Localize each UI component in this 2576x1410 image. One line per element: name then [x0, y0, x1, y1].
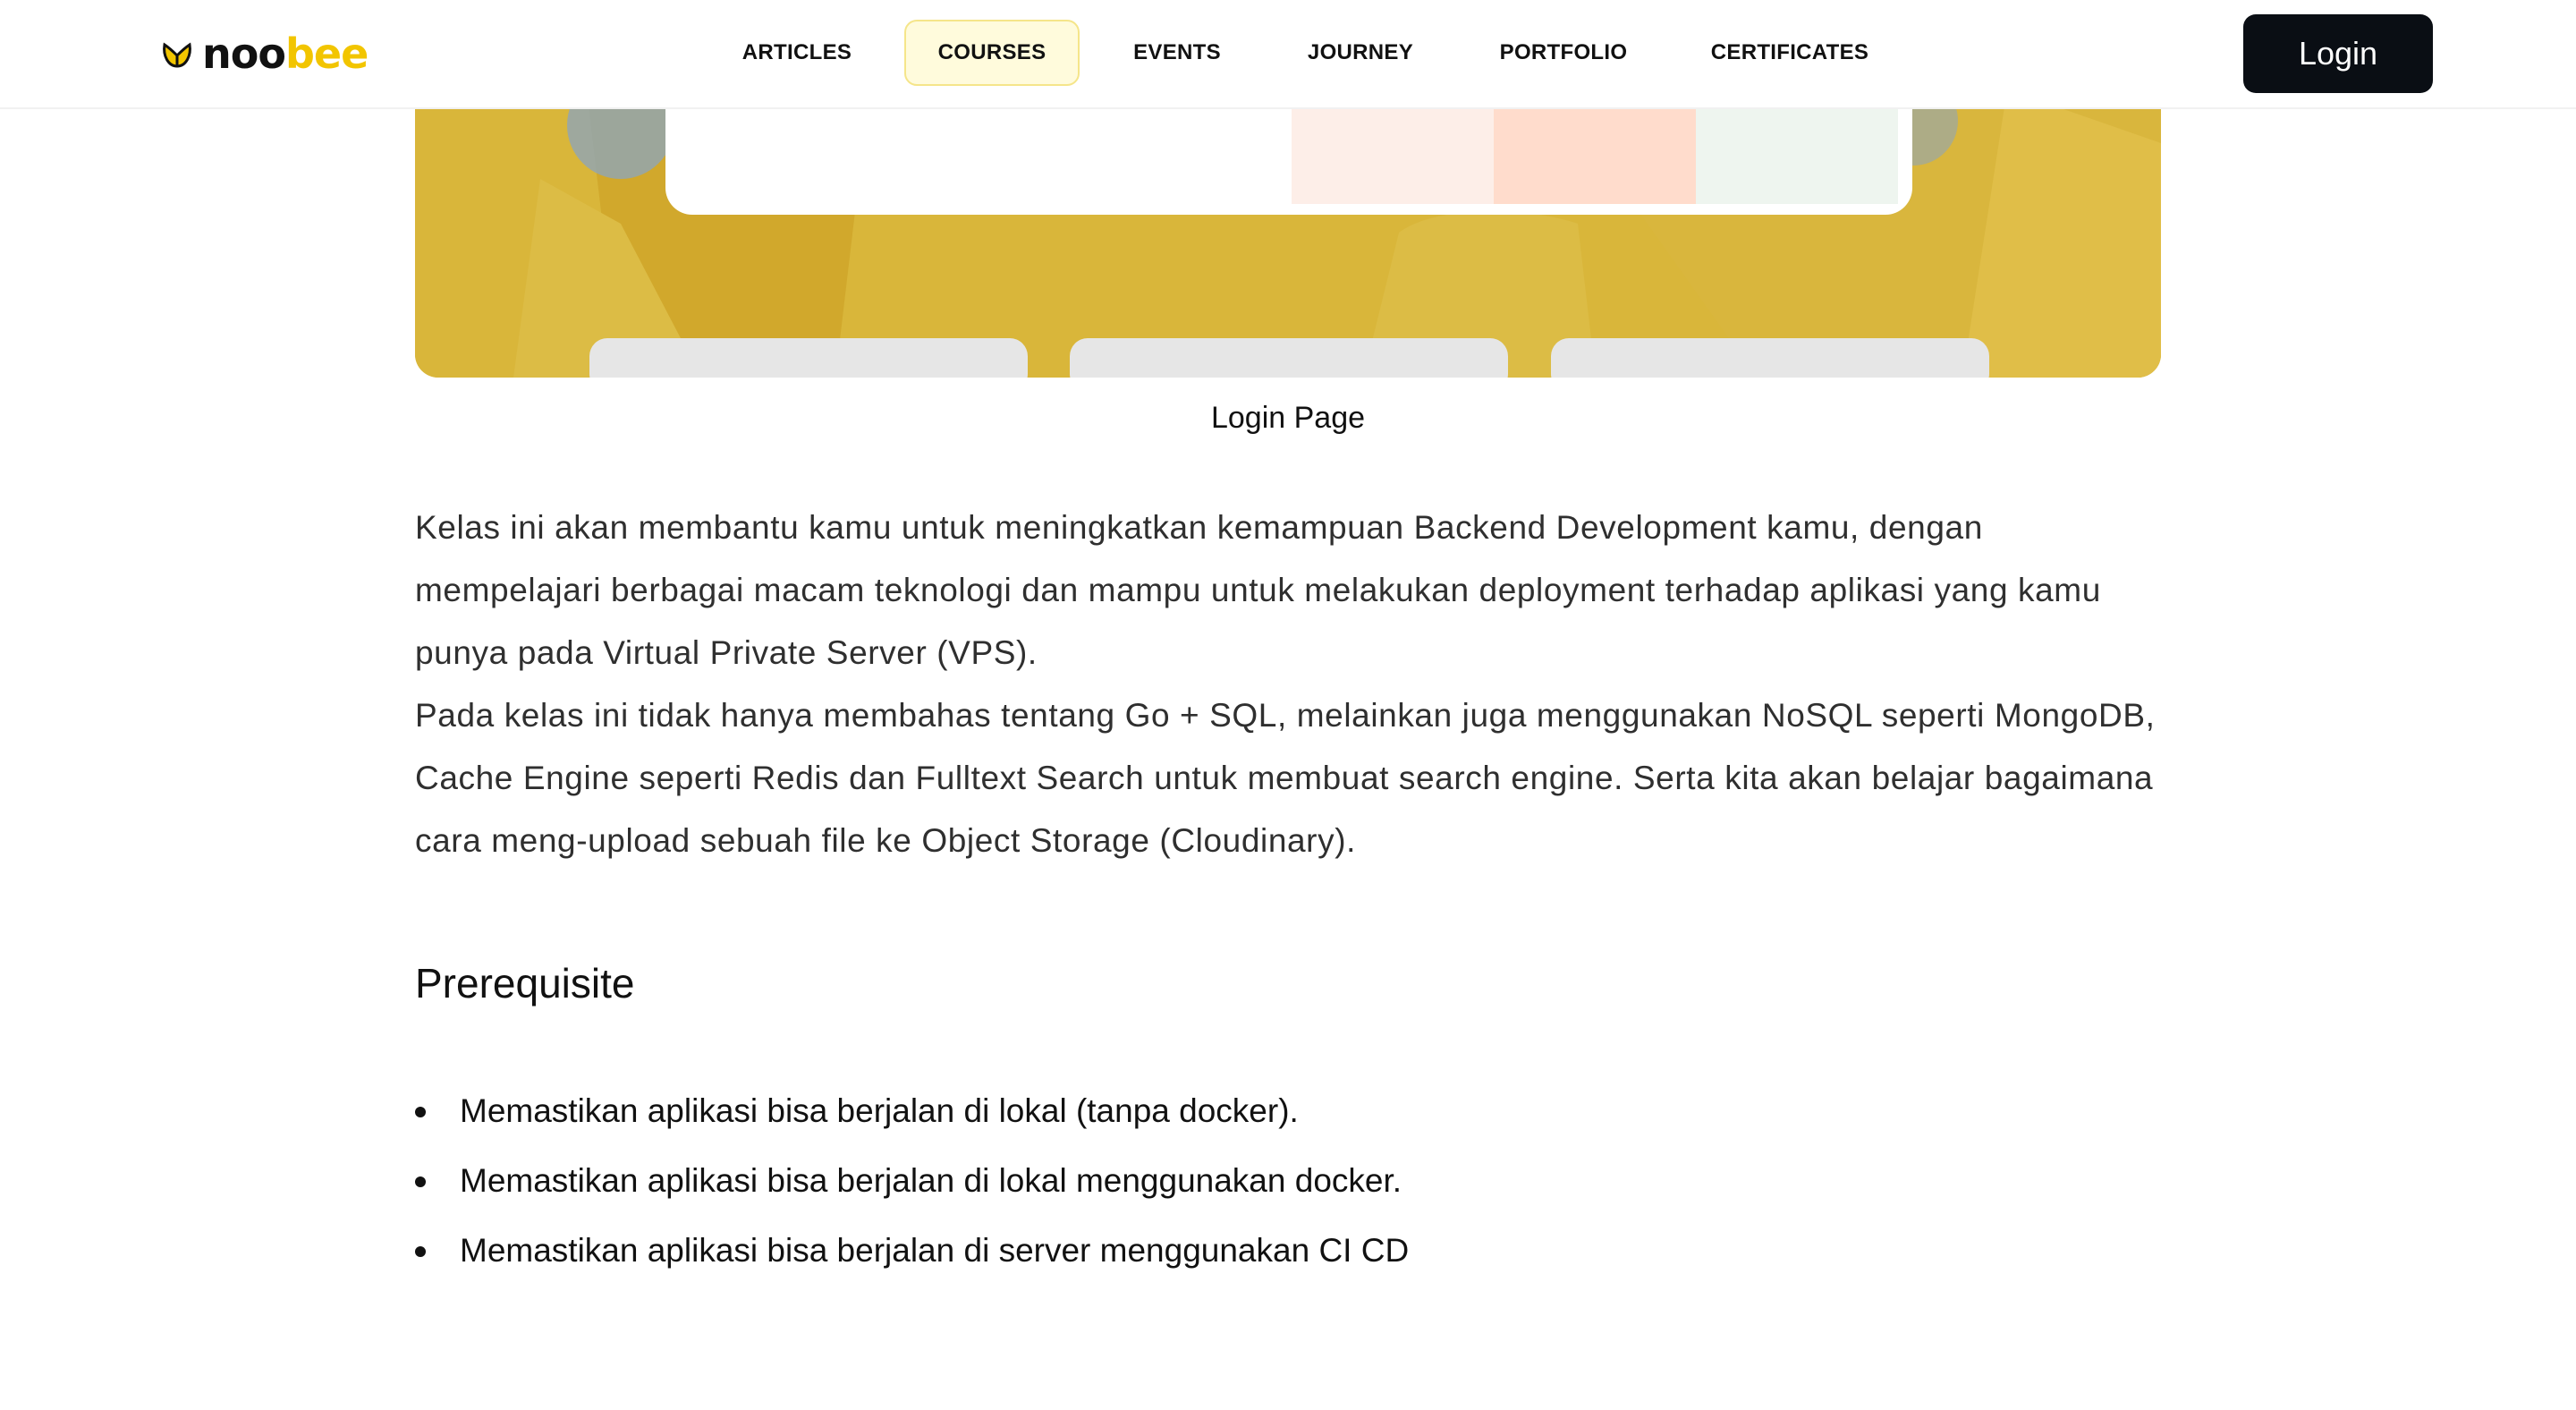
bullet-icon — [415, 1176, 426, 1187]
logo-text-noo: noo — [202, 30, 285, 78]
nav-item-journey[interactable]: JOURNEY — [1307, 40, 1414, 64]
article-paragraph-2: Pada kelas ini tidak hanya membahas tentang Go + SQL, melainkan juga menggunakan NoSQL seperti MongoDB, Cache Engine seperti Redis dan Fulltext Search untuk membuat search engine. Serta kita akan belajar bagaimana cara meng-upload sebuah file ke Object Storage (Cloudinary). — [415, 697, 2156, 859]
list-item — [415, 1076, 1409, 1146]
nav-item-events[interactable]: EVENTS — [1133, 40, 1221, 64]
article-paragraph-1: Kelas ini akan membantu kamu untuk meningkatkan kemampuan Backend Development kamu, dengan mempelajari berbagai macam teknologi dan mampu untuk melakukan deployment terhadap aplikasi yang kamu punya pada Virtual Private Server (VPS). — [415, 509, 2101, 671]
article-body — [415, 497, 2168, 872]
login-button[interactable]: Login — [2243, 14, 2433, 93]
nav-item-portfolio[interactable]: PORTFOLIO — [1499, 40, 1628, 64]
hero-caption: Login Page — [1210, 401, 1366, 435]
list-item-text: Memastikan aplikasi bisa berjalan di lokal menggunakan docker. — [460, 1162, 1402, 1199]
list-item — [415, 1216, 1409, 1286]
nav-item-articles[interactable]: ARTICLES — [741, 40, 852, 64]
prerequisite-list — [415, 1076, 1409, 1286]
bullet-icon — [415, 1107, 426, 1117]
main-nav — [0, 0, 2576, 107]
logo-text-bee: bee — [284, 30, 369, 78]
list-item-text: Memastikan aplikasi bisa berjalan di lokal (tanpa docker). — [460, 1092, 1299, 1129]
list-item — [415, 1146, 1409, 1216]
page-bottom — [0, 1392, 2576, 1410]
prerequisite-heading: Prerequisite — [415, 960, 635, 1007]
list-item-text: Memastikan aplikasi bisa berjalan di server menggunakan CI CD — [460, 1232, 1410, 1269]
nav-item-certificates[interactable]: CERTIFICATES — [1710, 40, 1869, 64]
nav-item-courses[interactable]: COURSES — [904, 20, 1080, 86]
bullet-icon — [415, 1246, 426, 1257]
site-header — [0, 0, 2576, 109]
